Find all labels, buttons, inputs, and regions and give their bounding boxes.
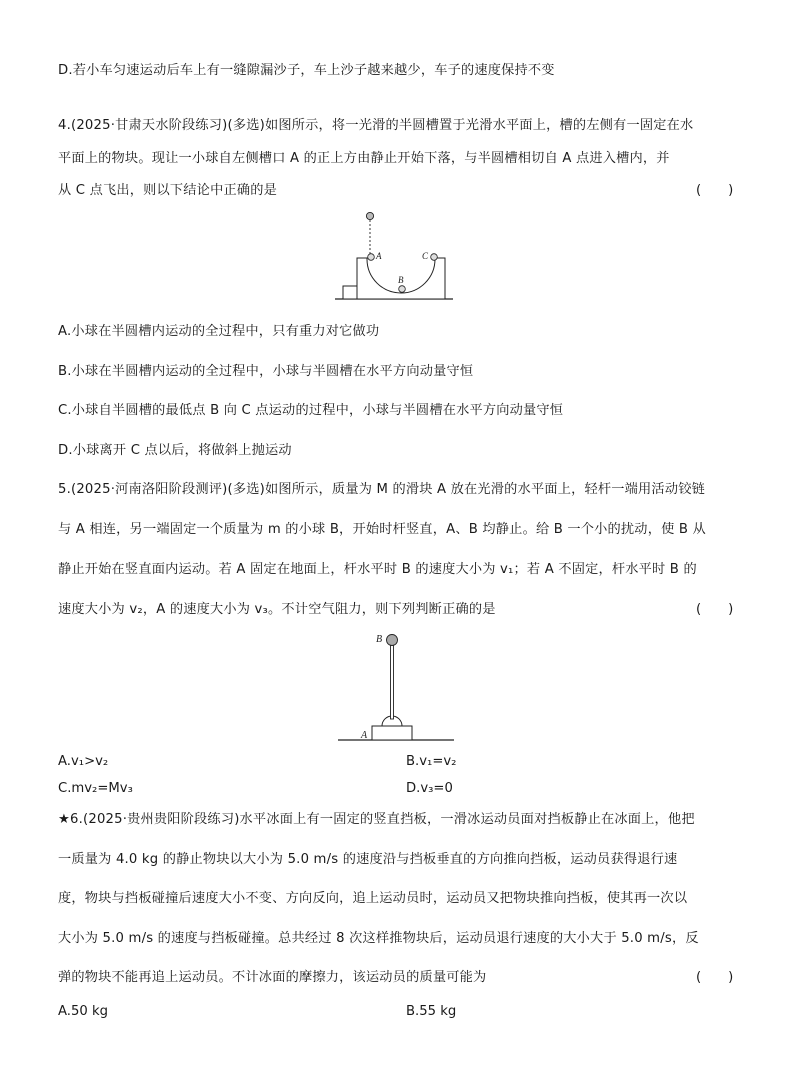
q5-option-c: C.mv₂=Mv₃ (58, 781, 133, 796)
ball-at-c (431, 254, 438, 261)
q5-figure-rod-and-slider (336, 628, 456, 746)
label-c: C (422, 251, 429, 261)
q4-option-b: B.小球在半圆槽内运动的全过程中，小球与半圆槽在水平方向动量守恒 (58, 364, 474, 379)
ball-at-b (399, 286, 406, 293)
q5-stem-line-4: 速度大小为 v₂，A 的速度大小为 v₃。不计空气阻力，则下列判断正确的是 (58, 602, 496, 617)
q4-option-a: A.小球在半圆槽内运动的全过程中，只有重力对它做功 (58, 324, 380, 339)
q4-option-c: C.小球自半圆槽的最低点 B 向 C 点运动的过程中，小球与半圆槽在水平方向动量守恒 (58, 403, 564, 418)
q6-stem-line-2: 一质量为 4.0 kg 的静止物块以大小为 5.0 m/s 的速度沿与挡板垂直的方向推向挡板，运动员获得退行速 (58, 852, 678, 867)
light-rod (391, 645, 394, 719)
label-a: A (361, 730, 368, 741)
q5-stem-line-2: 与 A 相连，另一端固定一个质量为 m 的小球 B，开始时杆竖直，A、B 均静止。给 B 一个小的扰动，使 B 从 (58, 522, 706, 537)
q6-stem-line-4: 大小为 5.0 m/s 的速度与挡板碰撞。总共经过 8 次这样推物块后，运动员退行速度的大小大于 5.0 m/s，反 (58, 931, 699, 946)
q6-stem-line-5: 弹的物块不能再追上运动员。不计冰面的摩擦力，该运动员的质量可能为 (58, 970, 487, 985)
fixed-block (343, 286, 357, 299)
q5-stem-line-1: 5.(2025·河南洛阳阶段测评)(多选)如图所示，质量为 M 的滑块 A 放在光滑的水平面上，轻杆一端用活动铰链 (58, 482, 705, 497)
q4-stem-line-1: 4.(2025·甘肃天水阶段练习)(多选)如图所示，将一光滑的半圆槽置于光滑水平面上，槽的左侧有一固定在水 (58, 118, 694, 133)
q5-option-d: D.v₃=0 (406, 781, 453, 796)
q6-stem-line-1: ★6.(2025·贵州贵阳阶段练习)水平冰面上有一固定的竖直挡板，一滑冰运动员面对挡板静止在冰面上，他把 (58, 812, 695, 827)
q5-option-b: B.v₁=v₂ (406, 754, 457, 769)
ball-start (366, 212, 373, 219)
label-b: B (398, 275, 404, 285)
ball-b (387, 635, 398, 646)
ball-at-a (368, 254, 375, 261)
q4-stem-line-3: 从 C 点飞出，则以下结论中正确的是 (58, 183, 278, 198)
label-b: B (376, 634, 383, 645)
slider-block-a (372, 726, 412, 740)
q6-stem-line-3: 度，物块与挡板碰撞后速度大小不变、方向反向，追上运动员时，运动员又把物块推向挡板，使其再一次以 (58, 891, 688, 906)
q6-option-b: B.55 kg (406, 1004, 457, 1019)
q5-answer-bracket: ( ) (696, 602, 734, 617)
q3-option-d: D.若小车匀速运动后车上有一缝隙漏沙子，车上沙子越来越少，车子的速度保持不变 (58, 63, 555, 78)
q4-figure-half-pipe (335, 210, 455, 306)
q5-option-a: A.v₁>v₂ (58, 754, 109, 769)
q6-option-a: A.50 kg (58, 1004, 108, 1019)
label-a: A (376, 251, 382, 261)
q4-answer-bracket: ( ) (696, 183, 734, 198)
q4-option-d: D.小球离开 C 点以后，将做斜上抛运动 (58, 443, 292, 458)
q6-answer-bracket: ( ) (696, 970, 734, 985)
q5-stem-line-3: 静止开始在竖直面内运动。若 A 固定在地面上，杆水平时 B 的速度大小为 v₁；若 A 不固定，杆水平时 B 的 (58, 562, 697, 577)
q4-stem-line-2: 平面上的物块。现让一小球自左侧槽口 A 的正上方由静止开始下落，与半圆槽相切自 A 点进入槽内，并 (58, 151, 670, 166)
